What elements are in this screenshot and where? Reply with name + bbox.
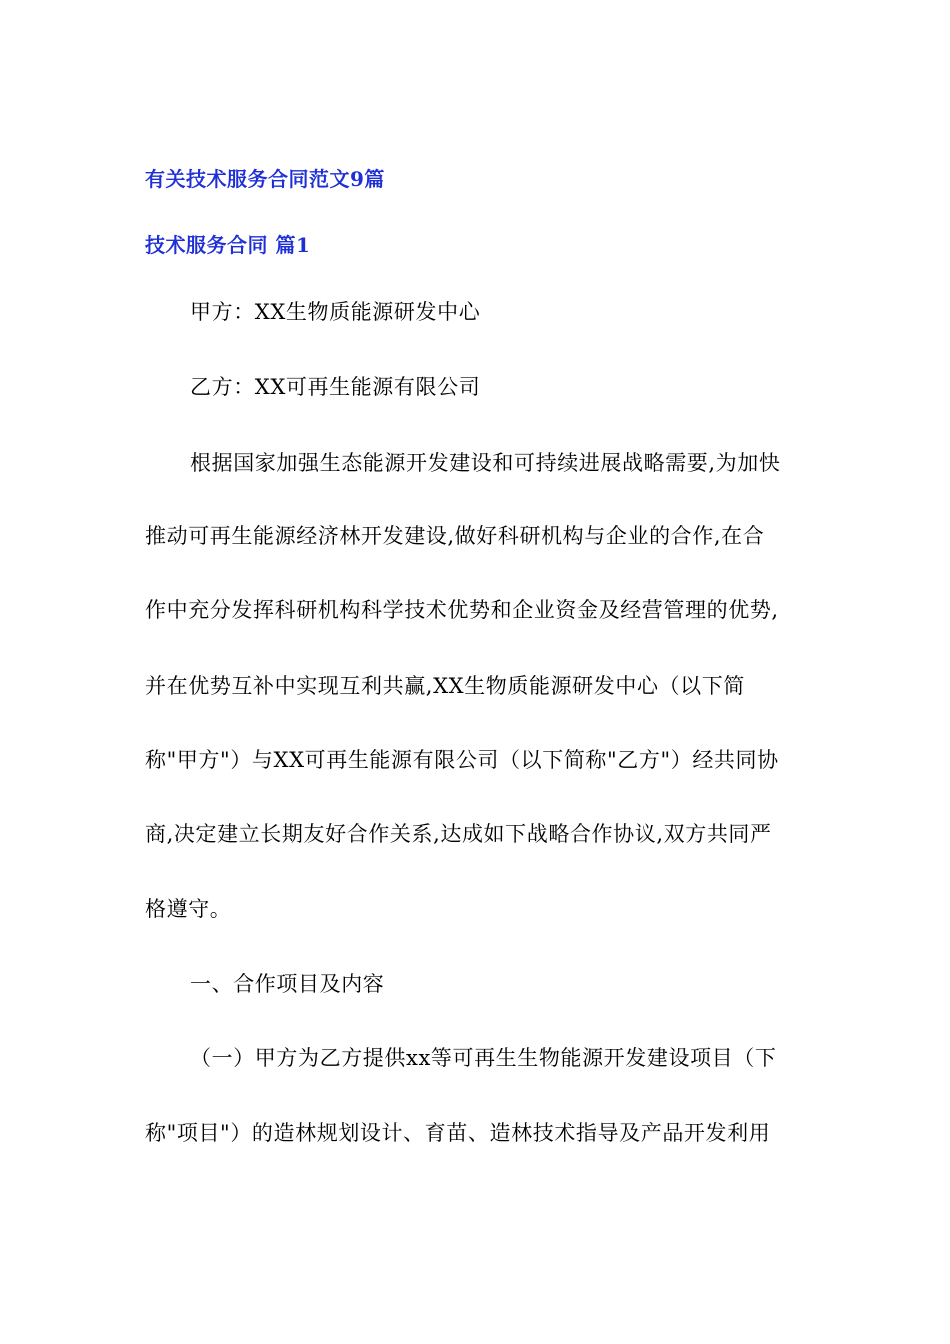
paragraph-line: 商,决定建立长期友好合作关系,达成如下战略合作协议,双方共同严 bbox=[145, 822, 772, 846]
paragraph-line: 称"甲方"）与XX可再生能源有限公司（以下简称"乙方"）经共同协 bbox=[145, 748, 779, 772]
paragraph-line: （一）甲方为乙方提供xx等可再生生物能源开发建设项目（下 bbox=[190, 1046, 777, 1070]
paragraph-line: 作中充分发挥科研机构科学技术优势和企业资金及经营管理的优势, bbox=[145, 598, 779, 622]
party-b-line: 乙方：XX可再生能源有限公司 bbox=[190, 375, 481, 399]
paragraph-line: 格遵守。 bbox=[145, 897, 232, 921]
section-heading: 技术服务合同 篇1 bbox=[145, 233, 311, 257]
paragraph-line: 称"项目"）的造林规划设计、育苗、造林技术指导及产品开发利用 bbox=[145, 1121, 771, 1145]
paragraph-line: 根据国家加强生态能源开发建设和可持续进展战略需要,为加快 bbox=[190, 451, 781, 475]
document-title: 有关技术服务合同范文9篇 bbox=[145, 167, 385, 191]
paragraph-line: 推动可再生能源经济林开发建设,做好科研机构与企业的合作,在合 bbox=[145, 524, 765, 548]
party-a-line: 甲方：XX生物质能源研发中心 bbox=[190, 300, 481, 324]
paragraph-line: 并在优势互补中实现互利共赢,XX生物质能源研发中心（以下简 bbox=[145, 674, 745, 698]
section-title: 一、合作项目及内容 bbox=[190, 972, 385, 996]
